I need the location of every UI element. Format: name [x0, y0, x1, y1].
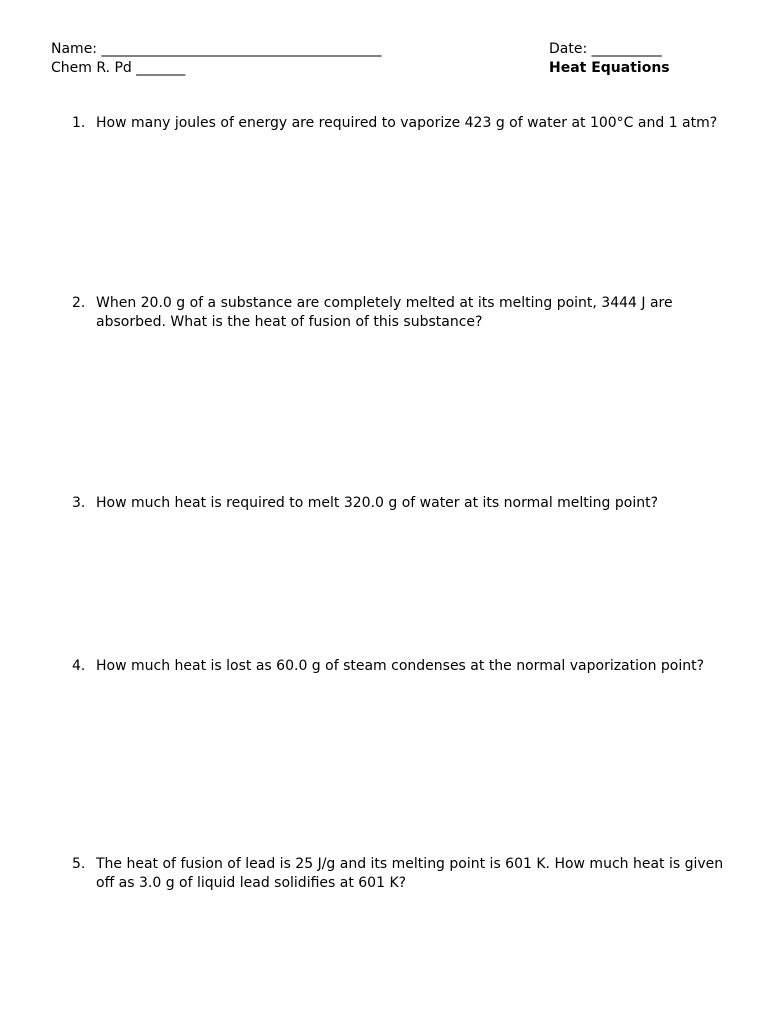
date-field-line: Date: __________ — [549, 41, 662, 57]
question-number: 2. — [72, 295, 86, 311]
question-4 — [72, 657, 732, 676]
question-5 — [72, 855, 732, 893]
question-number: 4. — [72, 658, 86, 674]
class-period-line: Chem R. Pd _______ — [51, 60, 186, 76]
question-number: 5. — [72, 856, 86, 872]
date-title-block — [549, 40, 670, 78]
question-text: When 20.0 g of a substance are completely melted at its melting point, 3444 J are absorbed. What is the heat of fusion of this substance? — [96, 295, 673, 330]
question-3 — [72, 494, 732, 513]
question-1 — [72, 114, 732, 133]
question-text: How many joules of energy are required to vaporize 423 g of water at 100°C and 1 atm? — [96, 115, 718, 131]
question-text: The heat of fusion of lead is 25 J/g and its melting point is 601 K. How much heat is given off as 3.0 g of liquid lead solidifies at 601 K? — [96, 856, 724, 891]
question-text: How much heat is required to melt 320.0 g of water at its normal melting point? — [96, 495, 659, 511]
question-number: 3. — [72, 495, 86, 511]
question-text: How much heat is lost as 60.0 g of steam condenses at the normal vaporization point? — [96, 658, 705, 674]
student-info-block — [51, 40, 381, 78]
question-2 — [72, 294, 732, 332]
name-field-line: Name: ________________________________________ — [51, 41, 382, 57]
question-number: 1. — [72, 115, 86, 131]
worksheet-title: Heat Equations — [549, 60, 670, 76]
